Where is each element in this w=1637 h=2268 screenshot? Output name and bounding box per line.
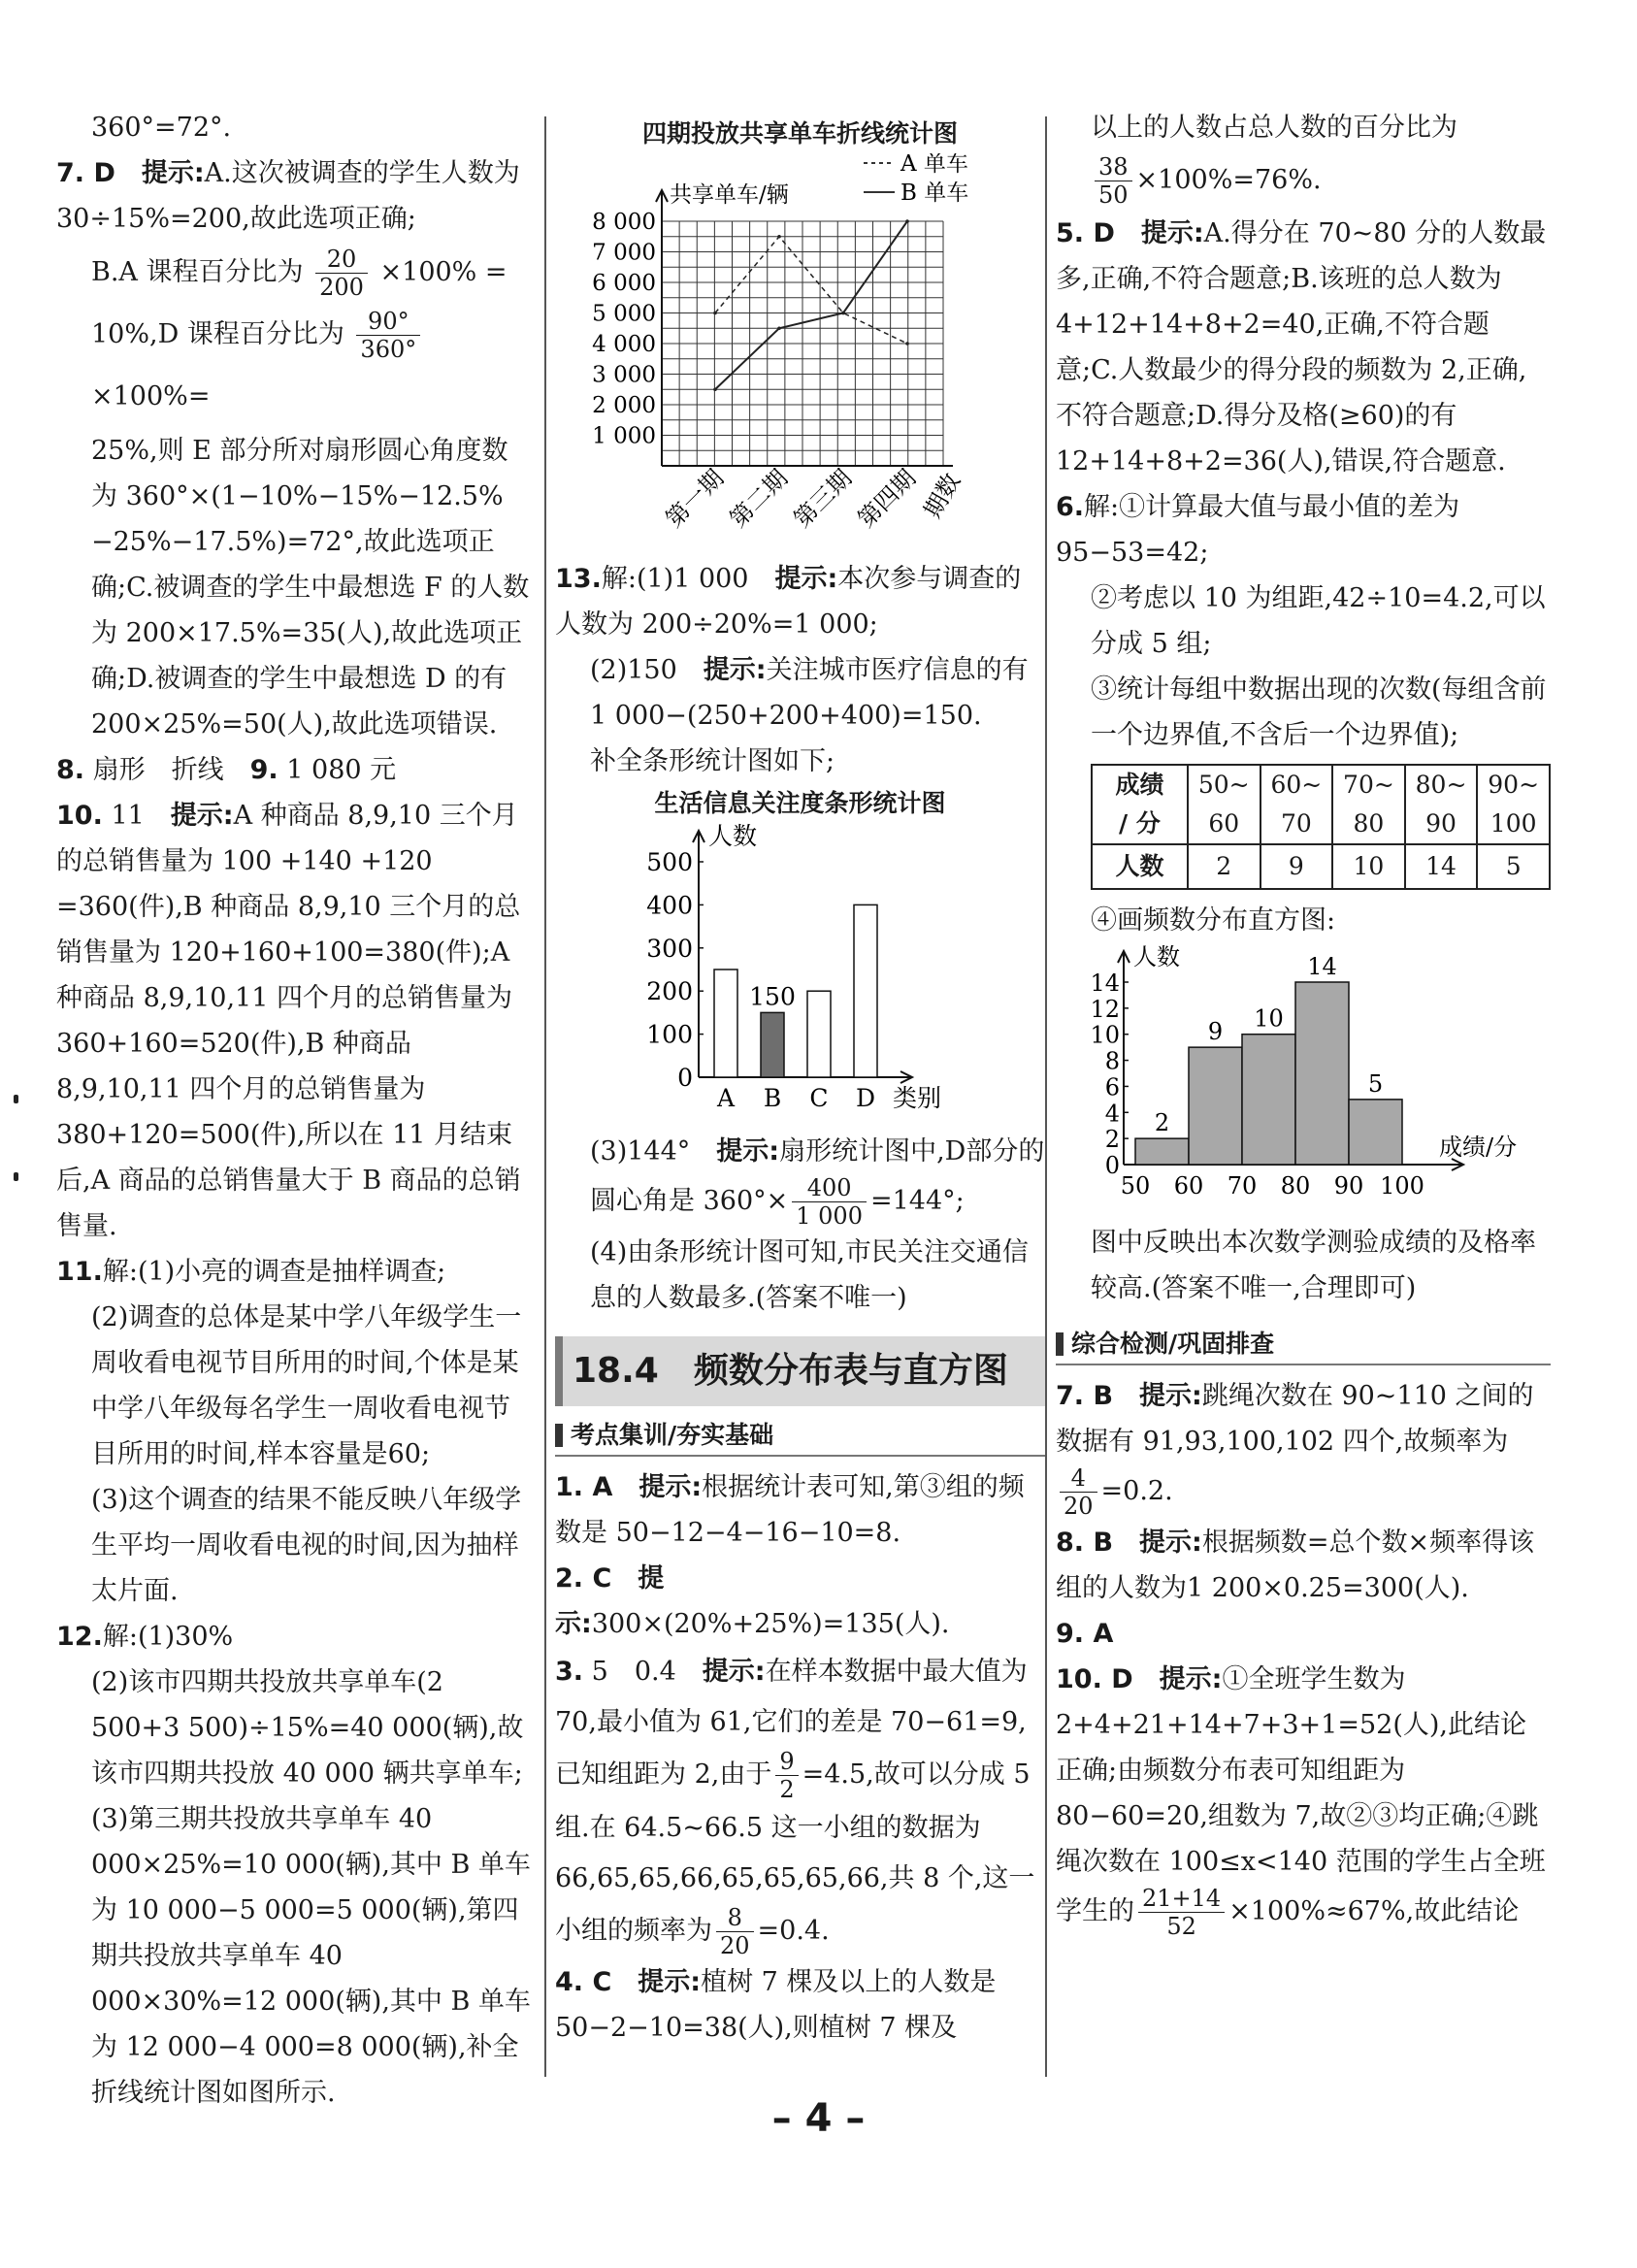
- x-tick-label: B: [763, 1084, 782, 1112]
- hint-label: 提示:: [555, 1563, 665, 1639]
- numerator: 8: [716, 1904, 754, 1932]
- exercise-7: [1056, 1373, 1551, 1520]
- y-tick-label: 8 000: [592, 210, 656, 235]
- numerator: 4: [1060, 1464, 1097, 1493]
- question-number: 7. D: [56, 158, 115, 188]
- answer-text: 植树 7 棵及以上的人数是 50−2−10=38(人),则植树 7 棵及: [555, 1967, 997, 2043]
- table-header: [1092, 765, 1188, 844]
- answer-text: ①全班学生数为 2+4+21+14+7+3+1=52(人),此结论正确;由频数分布表可知组距为 80−60=20,组数为 7,故②③均正确;④跳绳次数在 100≤x<140 范围的学生占全班学生的: [1056, 1664, 1546, 1926]
- legend-label: B 单车: [900, 181, 969, 206]
- sub-heading: 考点集训/夯实基础: [555, 1416, 1045, 1457]
- answer-text: 解:①计算最大值与最小值的差为 95−53=42;: [1056, 492, 1460, 568]
- hint-label: 提示:: [716, 1136, 780, 1167]
- answer-text: ×100% =: [379, 257, 507, 287]
- answer-text: (2)调查的总体是某中学八年级学生一周收看电视节目所用的时间,个体是某中学八年级每名学生一周收看电视节目所用的时间,样本容量是60;: [91, 1302, 522, 1469]
- y-tick-label: 2 000: [592, 393, 656, 418]
- exercise-3: [555, 1647, 1045, 1959]
- column-divider-1: [544, 116, 546, 2077]
- column-3: [1056, 105, 1551, 1940]
- fraction: [1060, 1464, 1097, 1520]
- answer-text: 扇形统计图中,D部分的圆心角是 360°×: [590, 1136, 1045, 1216]
- hint-label: 提示:: [638, 1967, 702, 1997]
- y-tick-label: 10: [1090, 1021, 1120, 1049]
- data-point: [713, 387, 717, 391]
- x-tick-label: 第一期: [660, 464, 730, 534]
- question-number: 1. A: [555, 1472, 613, 1502]
- table-cell: 2: [1188, 844, 1260, 889]
- y-tick-label: 1 000: [592, 423, 656, 449]
- denominator: 20: [1064, 1493, 1094, 1520]
- answer-text: 扇形 折线: [92, 755, 250, 785]
- question-number: 3.: [555, 1657, 584, 1687]
- answer-12: [56, 1614, 532, 2116]
- y-tick-label: 400: [646, 891, 693, 920]
- y-tick-label: 8: [1104, 1047, 1120, 1075]
- bar: [714, 970, 737, 1077]
- legend-label: A 单车: [900, 153, 968, 177]
- question-number: 4. C: [555, 1967, 612, 1997]
- y-tick-label: 200: [646, 977, 693, 1006]
- table-cell: 9: [1260, 844, 1333, 889]
- y-tick-label: 100: [646, 1020, 693, 1049]
- question-number: 8. B: [1056, 1528, 1114, 1558]
- hint-label: 提示:: [170, 801, 234, 831]
- hint-label: 提示:: [1139, 1381, 1202, 1411]
- question-number: 7. B: [1056, 1381, 1114, 1411]
- y-tick-label: 4 000: [592, 332, 656, 357]
- page-number: – 4 –: [771, 2096, 866, 2141]
- y-tick-label: 6: [1104, 1073, 1120, 1101]
- cell-text: 60~: [1270, 771, 1323, 799]
- answer-text: A.得分在 70~80 分的人数最多,正确,不符合题意;B.该班的总人数为 4+12+14+8+2=40,正确,不符合题意;C.人数最少的得分段的频数为 2,正确,不符合题意;D.得分及格(≥60)的有 12+14+8+2=36(人),错误,符合题意.: [1056, 218, 1547, 477]
- denominator: 20: [720, 1932, 750, 1959]
- numerator: 21+14: [1138, 1885, 1225, 1913]
- answer-text: 跳绳次数在 90~110 之间的数据有 91,93,100,102 四个,故频率为: [1056, 1381, 1534, 1457]
- answer-text: ×100%=: [91, 381, 211, 411]
- answer-text: 300×(20%+25%)=135(人).: [591, 1609, 950, 1639]
- hint-label: 提示:: [1139, 1528, 1202, 1558]
- question-number: 13.: [555, 564, 602, 594]
- answer-text: =144°;: [869, 1186, 965, 1216]
- answer-text: A.这次被调查的学生人数为 30÷15%=200,故此选项正确;: [56, 158, 520, 234]
- x-tick-label: 第四期: [852, 464, 922, 534]
- y-tick-label: 300: [646, 934, 693, 963]
- section-banner: [555, 1336, 1045, 1406]
- answer-text: 以上的人数占总人数的百分比为: [1091, 113, 1457, 143]
- cell-text: 70~: [1343, 771, 1394, 799]
- cell-text: 80~: [1415, 771, 1467, 799]
- data-point: [841, 312, 845, 315]
- answer-11: [56, 1249, 532, 1614]
- x-axis-label: 类别: [893, 1084, 942, 1112]
- table-cell: 5: [1477, 844, 1550, 889]
- table-cell: [1332, 765, 1405, 844]
- table-header-text: 成绩: [1115, 771, 1164, 799]
- answer-text: (3)这个调查的结果不能反映八年级学生平均一周收看电视的时间,因为抽样太片面.: [91, 1485, 522, 1606]
- exercise-8: [1056, 1520, 1551, 1611]
- bar: [1242, 1035, 1295, 1165]
- table-wrap: [1056, 764, 1551, 890]
- y-tick-label: 500: [646, 848, 693, 876]
- bar-chart-title: 生活信息关注度条形统计图: [654, 789, 946, 817]
- line-chart: [555, 153, 1045, 542]
- table-cell: [1188, 765, 1260, 844]
- y-axis-label: 人数: [708, 823, 758, 850]
- column-divider-2: [1045, 116, 1047, 2077]
- y-tick-label: 0: [1104, 1152, 1120, 1179]
- cell-text: 70: [1280, 809, 1312, 838]
- sub-heading: 综合检测/巩固排查: [1056, 1325, 1551, 1365]
- question-number: 11.: [56, 1257, 103, 1287]
- exercise-1: [555, 1464, 1045, 1556]
- answer-text: A 种商品 8,9,10 三个月的总销售量为 100 +140 +120 =360(件),B 种商品 8,9,10 三个月的总销售量为 120+160+100=380(件);A 种商品 8,9,10,11 四个月的总销售量为360+160=520(件),B 种商品 8,9,10,11 四个月的总销售量为380+120=500(件),所以在 11 月结束后,A 商品的总销售量大于 B 商品的总销售量.: [56, 801, 521, 1241]
- fraction: [1095, 153, 1132, 209]
- data-label: 9: [1207, 1018, 1224, 1046]
- y-tick-label: 3 000: [592, 362, 656, 388]
- hint-label: 提示:: [1140, 218, 1204, 248]
- answer-text: ×100%≈67%,故此结论: [1228, 1896, 1520, 1926]
- answer-text: 在样本数据中最大值为 70,最小值为 61,它们的差是 70−61=9,已知组距为 2,由于: [555, 1657, 1028, 1790]
- table-cell: 10: [1332, 844, 1405, 889]
- answer-line: [56, 304, 532, 428]
- margin-mark: [14, 1172, 18, 1181]
- exercise-10: [1056, 1657, 1551, 1940]
- cell-text: 90~: [1488, 771, 1540, 799]
- answer-text: 根据频数=总个数×频率得该组的人数为1 200×0.25=300(人).: [1056, 1528, 1535, 1603]
- answer-text: 根据统计表可知,第③组的频数是 50−12−4−16−10=8.: [555, 1472, 1025, 1548]
- table-cell: [1477, 765, 1550, 844]
- numerator: 9: [775, 1748, 798, 1776]
- answer-text: 补全条形统计图如下;: [590, 746, 835, 776]
- fraction: [356, 308, 420, 363]
- bar: [1349, 1100, 1402, 1165]
- fraction: [315, 246, 368, 301]
- cell-text: 50~: [1197, 771, 1250, 799]
- exercise-5: [1056, 211, 1551, 484]
- hint-label: 提示:: [638, 1472, 703, 1502]
- table-header: 人数: [1092, 844, 1188, 889]
- answer-text: 1 080 元: [286, 755, 397, 785]
- y-tick-label: 5 000: [592, 301, 656, 327]
- data-point: [905, 219, 909, 223]
- bar: [854, 904, 877, 1077]
- table-row: [1092, 844, 1550, 889]
- numerator: 20: [315, 246, 368, 274]
- data-point: [777, 235, 781, 239]
- cell-text: 60: [1208, 809, 1240, 838]
- answer-line: [555, 1129, 1045, 1230]
- data-point: [713, 312, 717, 315]
- question-number: 10. D: [1056, 1664, 1133, 1694]
- hint-label: 提示:: [1159, 1664, 1223, 1694]
- numerator: 90°: [356, 308, 420, 336]
- denominator: 200: [319, 274, 364, 301]
- answer-text: =0.4.: [757, 1916, 830, 1946]
- answer-text: (2)该市四期共投放共享单车(2 500+3 500)÷15%=40 000(辆),故该市四期共投放 40 000 辆共享单车;: [91, 1667, 524, 1789]
- numerator: 400: [792, 1174, 867, 1202]
- y-tick-label: 14: [1090, 970, 1120, 997]
- x-tick-label: 第二期: [724, 464, 794, 534]
- hint-label: 提示:: [702, 1657, 766, 1687]
- answer-7: [56, 150, 532, 747]
- hint-label: 提示:: [774, 564, 838, 594]
- answer-text: 解:(1)1 000: [601, 564, 775, 594]
- hint-label: 提示:: [141, 158, 205, 188]
- table-header-text: / 分: [1119, 809, 1161, 838]
- bar: [1135, 1138, 1189, 1165]
- series-line: [715, 237, 907, 344]
- answer-text: ②考虑以 10 为组距,42÷10=4.2,可以分成 5 组;: [1091, 583, 1546, 659]
- line-chart-title: 四期投放共享单车折线统计图: [641, 119, 958, 148]
- series-line: [715, 221, 907, 389]
- answer-text: 25%,则 E 部分所对扇形圆心角度数为 360°×(1−10%−15%−12.5%−25%−17.5%)=72°,故此选项正确;C.被调查的学生中最想选 F 的人数为 200×17.5%=35(人),故此选项正确;D.被调查的学生中最想选 D 的有 200×25%=50(人),故此选项错误.: [91, 436, 530, 740]
- bar-chart: [555, 823, 1045, 1114]
- denominator: 360°: [360, 336, 417, 363]
- data-label: 150: [749, 982, 796, 1011]
- y-axis-label: 人数: [1133, 943, 1180, 970]
- cell-text: 80: [1353, 809, 1385, 838]
- numerator: 38: [1095, 153, 1132, 181]
- frequency-table: [1091, 764, 1551, 890]
- answer-line: [1056, 150, 1551, 211]
- answer-text: ×100%=76%.: [1135, 165, 1322, 195]
- question-number: 2. C: [555, 1563, 612, 1594]
- x-tick-label: 70: [1227, 1172, 1258, 1200]
- fraction: [775, 1748, 798, 1803]
- exercise-6: [1056, 484, 1551, 1311]
- x-tick-label: 第三期: [788, 464, 858, 534]
- table-cell: 14: [1405, 844, 1478, 889]
- fraction: [792, 1174, 867, 1230]
- question-number: 8.: [56, 755, 85, 785]
- exercise-9: [1056, 1611, 1551, 1657]
- denominator: 2: [779, 1776, 795, 1803]
- data-label: 5: [1367, 1069, 1384, 1098]
- x-tick-label: D: [855, 1084, 876, 1112]
- answer-text: (3)第三期共投放共享单车 40 000×25%=10 000(辆),其中 B 单车为 10 000−5 000=5 000(辆),第四期共投放共享单车 40 000×30%=12 000(辆),其中 B 单车为 12 000−4 000=8 000(辆),补全折线统计图如图所示.: [91, 1804, 531, 2108]
- text-line: 360°=72°.: [91, 113, 232, 143]
- y-tick-label: 4: [1104, 1100, 1120, 1128]
- hint-label: 提示:: [703, 655, 767, 685]
- question-number: 10.: [56, 801, 103, 831]
- cell-text: 90: [1425, 809, 1457, 838]
- x-tick-label: 90: [1333, 1172, 1364, 1200]
- data-label: 2: [1154, 1109, 1170, 1137]
- answer-8-9: [56, 747, 532, 793]
- answer-text: (4)由条形统计图可知,市民关注交通信息的人数最多.(答案不唯一): [590, 1237, 1029, 1313]
- bar: [1295, 982, 1349, 1165]
- answer-line: [56, 242, 532, 304]
- x-tick-label: 100: [1380, 1172, 1424, 1200]
- answer-text: 解:(1)30%: [102, 1622, 234, 1652]
- question-number: 12.: [56, 1622, 103, 1652]
- x-tick-label: C: [809, 1084, 829, 1112]
- answer-text: 10%,D 课程百分比为: [91, 319, 344, 349]
- data-point: [905, 342, 909, 345]
- answer-text: 关注城市医疗信息的有 1 000−(250+200+400)=150.: [590, 655, 1029, 731]
- question-number: 9. A: [1056, 1619, 1114, 1649]
- denominator: 1 000: [796, 1202, 863, 1230]
- table-cell: [1405, 765, 1478, 844]
- bar: [807, 991, 831, 1077]
- answer-text: ③统计每组中数据出现的次数(每组含前一个边界值,不含后一个边界值);: [1091, 674, 1547, 750]
- table-cell: [1260, 765, 1333, 844]
- y-tick-label: 7 000: [592, 240, 656, 266]
- exercise-4: [555, 1959, 1045, 2051]
- fraction: [1138, 1885, 1225, 1940]
- x-tick-label: 80: [1280, 1172, 1311, 1200]
- y-tick-label: 12: [1090, 995, 1120, 1023]
- x-tick-label: 60: [1173, 1172, 1204, 1200]
- data-point: [777, 326, 781, 330]
- section-title: 频数分布表与直方图: [693, 1351, 1008, 1391]
- fraction: [716, 1904, 754, 1959]
- answer-text: 本次参与调查的人数为 200÷20%=1 000;: [555, 564, 1022, 640]
- cell-text: 100: [1490, 809, 1537, 838]
- answer-text: 图中反映出本次数学测验成绩的及格率较高.(答案不唯一,合理即可): [1091, 1228, 1536, 1303]
- data-label: 10: [1254, 1004, 1284, 1033]
- exercise-2: [555, 1556, 1045, 1647]
- data-label: 14: [1307, 953, 1337, 980]
- bar: [1189, 1047, 1242, 1165]
- x-axis-label: 成绩/分: [1439, 1134, 1518, 1161]
- denominator: 52: [1166, 1913, 1196, 1940]
- x-tick-label: A: [716, 1084, 736, 1112]
- answer-10: [56, 793, 532, 1249]
- answer-text: B.A 课程百分比为: [91, 257, 304, 287]
- denominator: 50: [1098, 181, 1129, 209]
- answer-13: [555, 556, 1045, 1321]
- y-tick-label: 0: [677, 1064, 693, 1092]
- answer-text: 解:(1)小亮的调查是抽样调查;: [102, 1257, 446, 1287]
- y-tick-label: 6 000: [592, 271, 656, 296]
- x-axis-label: 期数: [918, 469, 966, 523]
- histogram-chart: [1056, 943, 1551, 1205]
- table-row: [1092, 765, 1550, 844]
- y-tick-label: 2: [1104, 1126, 1120, 1154]
- question-number: 9.: [249, 755, 278, 785]
- x-tick-label: 50: [1120, 1172, 1151, 1200]
- column-1: [56, 105, 532, 2116]
- column-2: [555, 115, 1045, 2051]
- answer-text: (2)150: [590, 655, 704, 685]
- answer-text: (3)144°: [590, 1136, 717, 1167]
- answer-text: ④画频数分布直方图:: [1091, 905, 1336, 936]
- y-axis-label: 共享单车/辆: [670, 182, 789, 208]
- bar: [761, 1012, 784, 1077]
- question-number: 5. D: [1056, 218, 1115, 248]
- answer-value: 5 0.4: [591, 1657, 676, 1687]
- question-number: 6.: [1056, 492, 1085, 522]
- section-number: 18.4: [573, 1351, 659, 1391]
- answer-text: =4.5,故可以分成 5 组.在 64.5~66.5 这一小组的数据为 66,65,65,66,65,65,65,66,共 8 个,这一小组的频率为: [555, 1759, 1035, 1946]
- answer-text: =0.2.: [1100, 1476, 1173, 1506]
- answer-value: 11: [111, 801, 145, 831]
- margin-mark: [14, 1095, 18, 1103]
- answer-line: [555, 647, 1045, 739]
